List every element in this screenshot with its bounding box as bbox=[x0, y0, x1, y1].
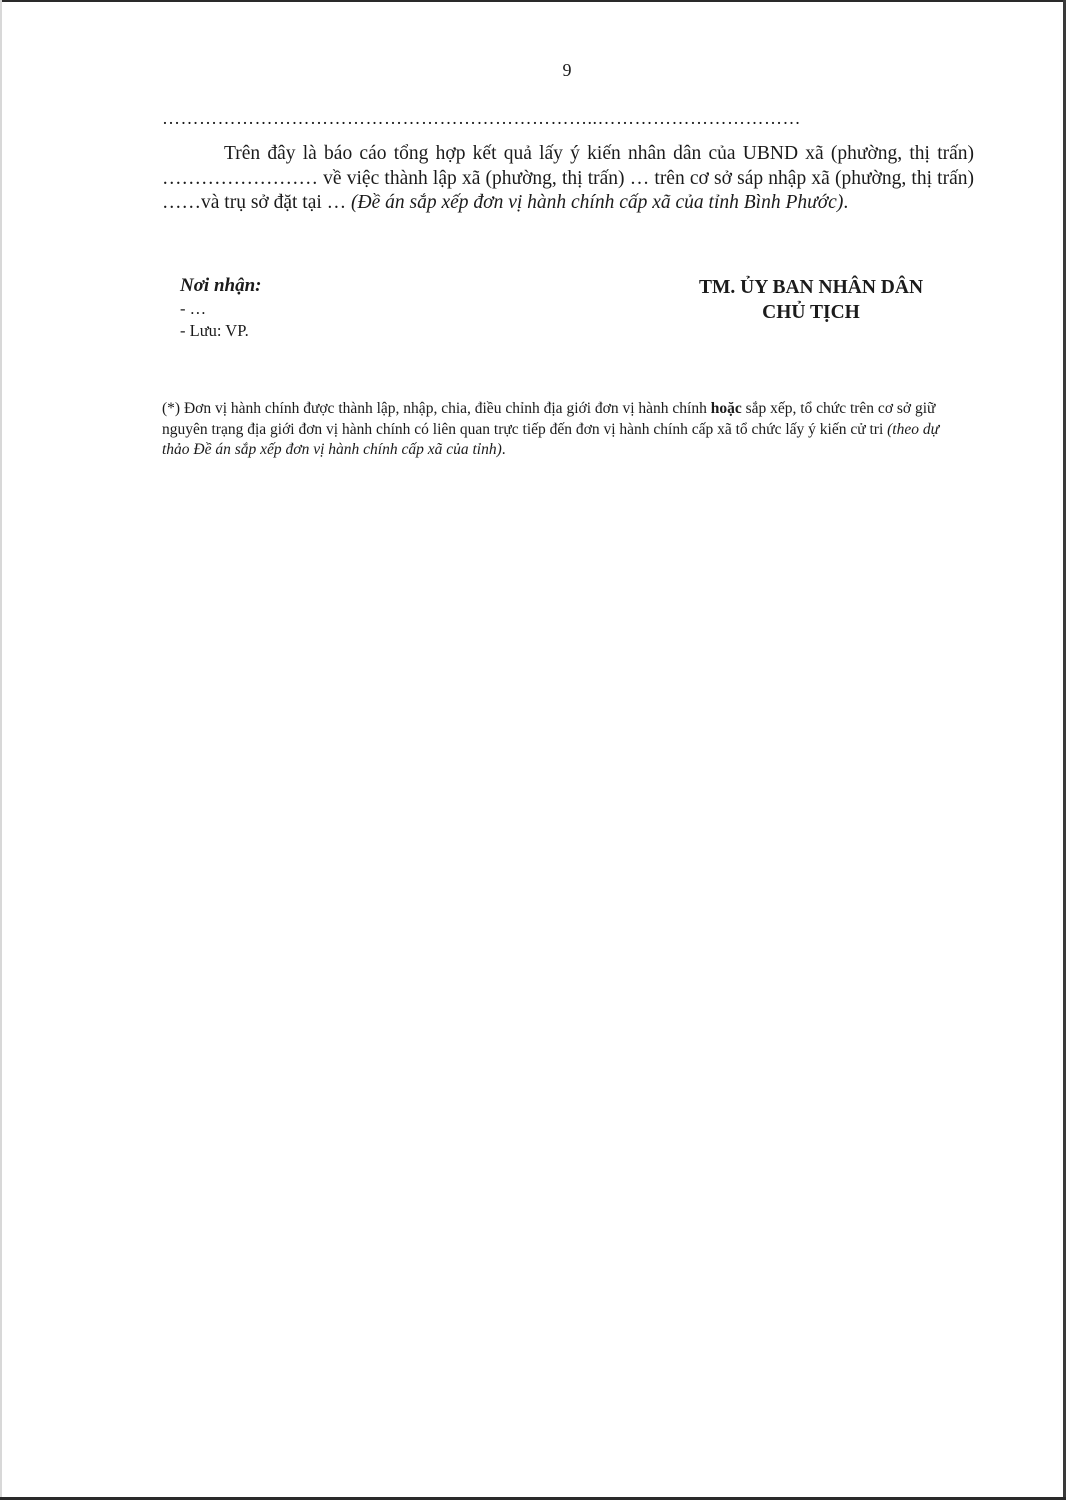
footnote-text: (*) Đơn vị hành chính được thành lập, nhập, chia, điều chỉnh địa giới đơn vị hành chính bbox=[162, 400, 711, 417]
recipients-item: - … bbox=[180, 299, 207, 318]
signature-block bbox=[650, 275, 972, 325]
footnote-end: . bbox=[501, 441, 506, 458]
signature-title: TM. ỦY BAN NHÂN DÂN bbox=[698, 277, 924, 298]
recipients-title: Nơi nhận: bbox=[180, 275, 262, 296]
recipients-block bbox=[180, 274, 480, 342]
dotted-separator: ……………………………………………………………..…………………………… bbox=[162, 108, 801, 128]
recipients-item: - Lưu: VP. bbox=[180, 321, 249, 340]
scan-edge-top bbox=[0, 0, 1066, 2]
report-paragraph bbox=[162, 142, 974, 216]
report-text: Trên đây là báo cáo tổng hợp kết quả lấy ý kiến nhân dân của UBND xã (phường, thị trấn) …………………… về việc thành lập xã (phường, thị trấn) … trên cơ sở sáp nhập xã (phường, thị trấn) ……và trụ sở đặt tại … bbox=[162, 143, 974, 213]
footnote bbox=[162, 399, 962, 461]
footnote-bold: hoặc bbox=[710, 400, 742, 417]
footnote-text-cont: sắp xếp, tổ chức trên cơ sở giữ nguyên trạng địa giới đơn vị hành chính có liên quan trực tiếp đến đơn vị hành chính cấp xã tổ chức lấy ý kiến cử tri bbox=[162, 400, 936, 438]
footnote-italic: (theo dự thảo Đề án sắp xếp đơn vị hành chính cấp xã của tỉnh) bbox=[162, 420, 940, 458]
scan-edge-left bbox=[0, 0, 2, 1500]
signature-position: CHỦ TỊCH bbox=[762, 302, 860, 323]
page-number: 9 bbox=[562, 60, 572, 80]
report-text-italic: (Đề án sắp xếp đơn vị hành chính cấp xã của tỉnh Bình Phước) bbox=[351, 192, 844, 213]
report-text-end: . bbox=[843, 192, 849, 213]
